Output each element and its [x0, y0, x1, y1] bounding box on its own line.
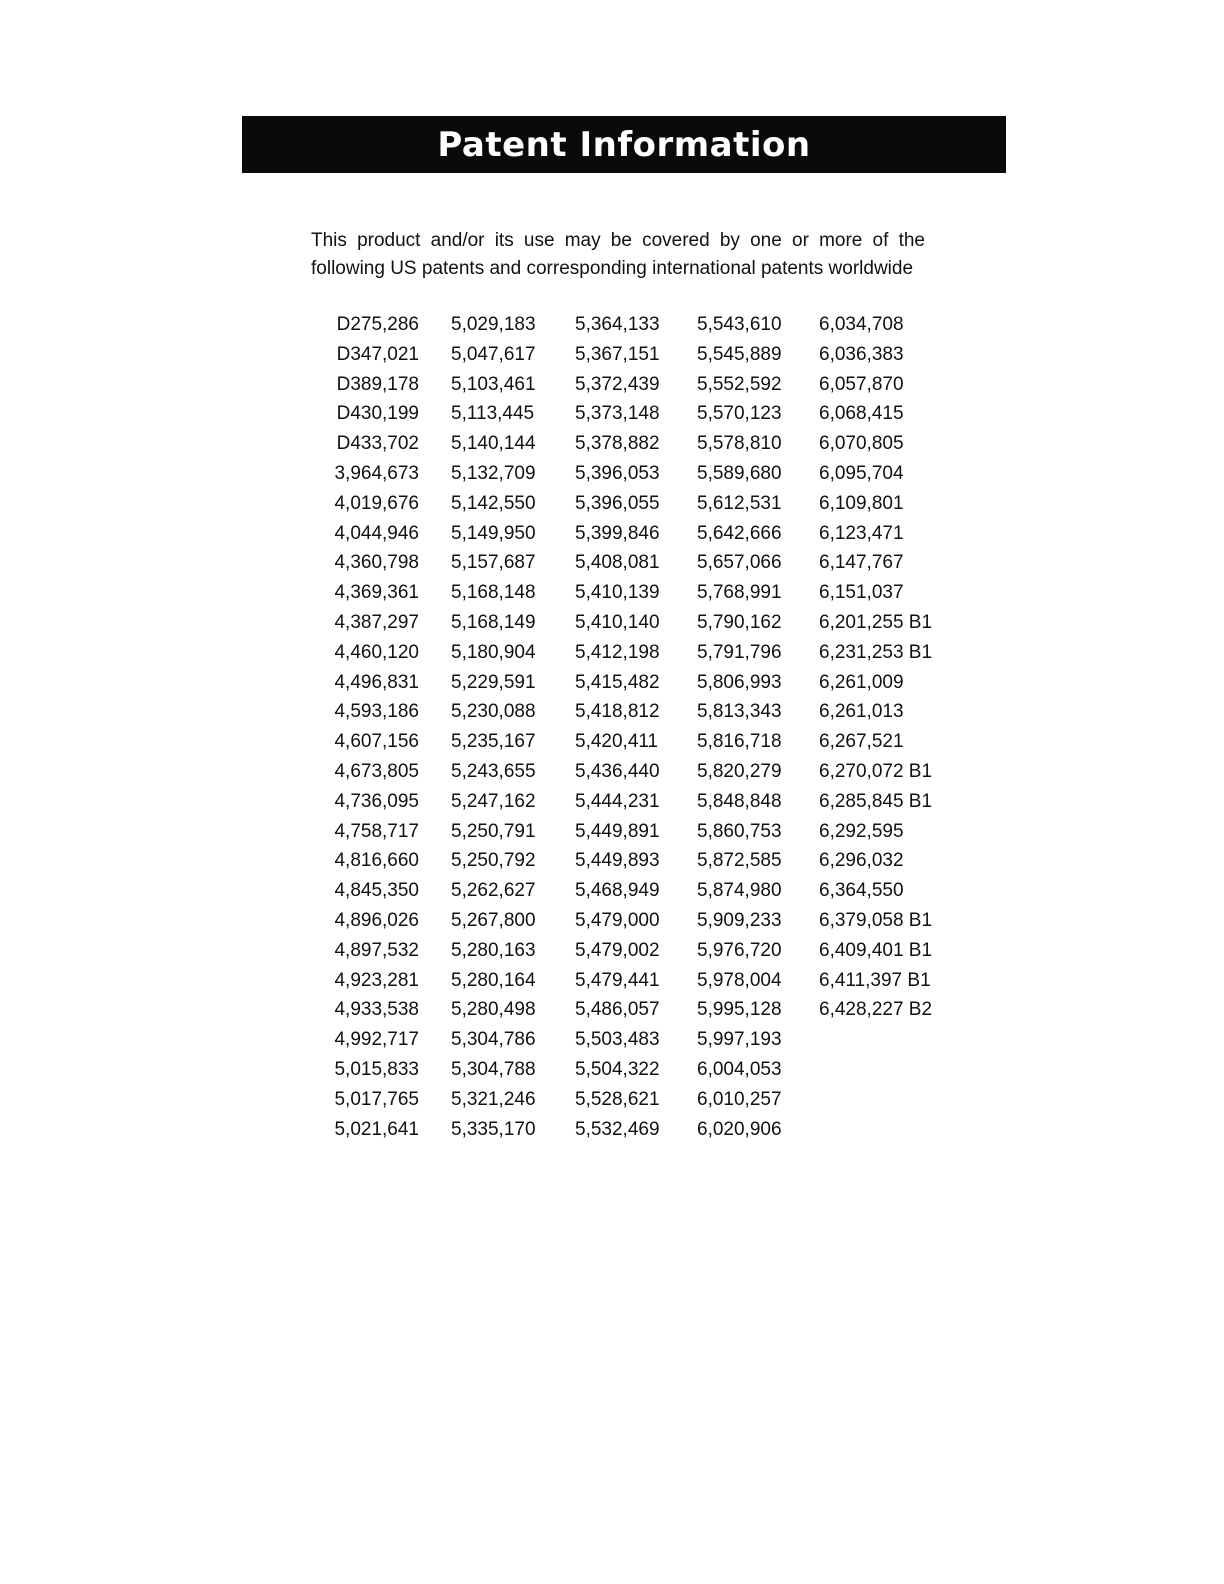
patent-number: 6,379,058 B1	[819, 909, 933, 931]
patent-number: 4,933,538	[334, 999, 419, 1021]
patent-number: 5,304,786	[451, 1029, 536, 1051]
patent-number: 5,132,709	[451, 462, 536, 484]
patent-number: 6,070,805	[819, 433, 904, 455]
patent-column	[435, 310, 559, 1144]
patent-number: 5,806,993	[697, 671, 782, 693]
patent-number: 5,410,139	[575, 582, 660, 604]
patent-number: 4,607,156	[334, 731, 419, 753]
patent-number: 6,285,845 B1	[819, 790, 933, 812]
patent-number: 5,543,610	[697, 314, 782, 335]
patent-number: 5,140,144	[451, 433, 536, 455]
patent-number: 5,578,810	[697, 433, 782, 455]
patent-number: 5,280,498	[451, 999, 536, 1021]
patent-number: 5,280,164	[451, 969, 536, 991]
patent-number: 5,372,439	[575, 373, 660, 395]
patent-number: 5,503,483	[575, 1029, 660, 1051]
patent-number: 5,909,233	[697, 909, 782, 931]
patent-number: 5,235,167	[451, 731, 536, 753]
patent-number: 5,267,800	[451, 909, 536, 931]
patent-number: 4,897,532	[334, 939, 419, 961]
patent-number: 5,250,791	[451, 820, 536, 842]
patent-number: D430,199	[336, 403, 419, 425]
patent-number: 6,123,471	[819, 522, 904, 544]
patent-number: 6,057,870	[819, 373, 904, 395]
patent-number: 5,545,889	[697, 343, 782, 365]
patent-number: 5,874,980	[697, 880, 782, 902]
patent-number: 6,261,009	[819, 671, 904, 693]
patent-number: 5,408,081	[575, 552, 660, 574]
patent-number: 5,367,151	[575, 343, 660, 365]
patent-number: 6,411,397 B1	[819, 969, 931, 991]
patent-column	[311, 310, 435, 1144]
patent-number: 6,231,253 B1	[819, 641, 933, 663]
patent-number: 6,034,708	[819, 314, 904, 335]
patent-number: 5,113,445	[451, 403, 535, 425]
patent-number: 5,280,163	[451, 939, 536, 961]
patent-number: 4,816,660	[334, 850, 419, 872]
patent-number: 4,019,676	[334, 492, 419, 514]
patent-number: 4,360,798	[334, 552, 419, 574]
patent-number: 5,552,592	[697, 373, 782, 395]
patent-number: 3,964,673	[334, 462, 419, 484]
patent-number: 4,496,831	[334, 671, 419, 693]
patent-number: 5,468,949	[575, 880, 660, 902]
patent-number: 6,109,801	[819, 492, 904, 514]
patent-number: 6,296,032	[819, 850, 904, 872]
patent-number: 6,409,401 B1	[819, 939, 933, 961]
patent-number: 5,373,148	[575, 403, 660, 425]
patent-number: 5,396,053	[575, 462, 660, 484]
patent-number: 5,860,753	[697, 820, 782, 842]
patent-number: D433,702	[336, 433, 419, 455]
patent-number: 5,570,123	[697, 403, 782, 425]
patent-number: 5,872,585	[697, 850, 782, 872]
patent-number: 5,017,765	[334, 1088, 419, 1110]
title-bar	[242, 116, 1006, 173]
patent-number: 5,157,687	[451, 552, 536, 574]
patent-number: 5,768,991	[697, 582, 782, 604]
patent-number: 6,068,415	[819, 403, 904, 425]
patent-number: 6,010,257	[697, 1088, 782, 1110]
patent-number: 5,657,066	[697, 552, 782, 574]
patent-number: 4,992,717	[334, 1029, 419, 1051]
patent-number: 5,243,655	[451, 760, 536, 782]
patent-number: 4,460,120	[334, 641, 419, 663]
intro-paragraph: This product and/or its use may be covered by one or more of the following US patents and corresponding international patents worldwide	[311, 230, 925, 279]
patent-number: 5,449,891	[575, 820, 660, 842]
patent-number: 5,813,343	[697, 701, 782, 723]
patent-number: 5,250,792	[451, 850, 536, 872]
patent-number: 6,036,383	[819, 343, 904, 365]
patent-number: 4,845,350	[334, 880, 419, 902]
patent-number: 5,230,088	[451, 701, 536, 723]
patent-number: 4,896,026	[334, 909, 419, 931]
patent-number: 5,180,904	[451, 641, 536, 663]
patent-number: 5,479,002	[575, 939, 660, 961]
patent-number: 5,335,170	[451, 1118, 536, 1140]
patent-number: 5,978,004	[697, 969, 782, 991]
patent-number: 5,612,531	[697, 492, 782, 514]
patent-number: 5,149,950	[451, 522, 536, 544]
patent-number: 5,229,591	[451, 671, 536, 693]
patent-number: 5,444,231	[575, 790, 660, 812]
patent-number: 5,528,621	[575, 1088, 660, 1110]
patent-number: 6,261,013	[819, 701, 904, 723]
patent-number: 4,673,805	[334, 760, 419, 782]
patent-number: D275,286	[336, 314, 419, 335]
patent-number: 5,142,550	[451, 492, 536, 514]
patent-number: 4,758,717	[334, 820, 419, 842]
patent-number: 5,642,666	[697, 522, 782, 544]
patent-number: 5,412,198	[575, 641, 660, 663]
patent-number: 5,262,627	[451, 880, 536, 902]
patent-number: 6,151,037	[819, 582, 904, 604]
patent-number: 6,267,521	[819, 731, 904, 753]
patent-number: 5,304,788	[451, 1058, 536, 1080]
patent-number: 5,168,148	[451, 582, 536, 604]
patent-number: 5,532,469	[575, 1118, 660, 1140]
patent-number: 5,047,617	[451, 343, 536, 365]
patent-number: 6,004,053	[697, 1058, 782, 1080]
patent-number: 5,479,441	[575, 969, 660, 991]
patent-number: 5,848,848	[697, 790, 782, 812]
patent-number: 6,020,906	[697, 1118, 782, 1140]
patent-column	[683, 310, 807, 1144]
patent-number: 5,976,720	[697, 939, 782, 961]
patent-number: 6,270,072 B1	[819, 760, 933, 782]
patent-number: 5,997,193	[697, 1029, 782, 1051]
patent-number: 5,420,411	[575, 731, 659, 753]
patent-number: 5,247,162	[451, 790, 536, 812]
patent-number: 5,021,641	[334, 1118, 419, 1140]
patent-number: 5,589,680	[697, 462, 782, 484]
patent-number: 5,378,882	[575, 433, 660, 455]
patent-number: 5,504,322	[575, 1058, 660, 1080]
patent-number: 5,415,482	[575, 671, 660, 693]
patent-number: 6,095,704	[819, 462, 904, 484]
patent-number: D347,021	[336, 343, 419, 365]
patent-number: 4,593,186	[334, 701, 419, 723]
patent-number: 5,399,846	[575, 522, 660, 544]
patent-number: 5,015,833	[334, 1058, 419, 1080]
patent-number: 5,396,055	[575, 492, 660, 514]
patent-number: 5,410,140	[575, 611, 660, 633]
patent-number: 5,418,812	[575, 701, 660, 723]
patent-number: 5,995,128	[697, 999, 782, 1021]
patent-number: 5,816,718	[697, 731, 782, 753]
patent-number: 5,321,246	[451, 1088, 536, 1110]
patent-list	[311, 310, 951, 1144]
patent-number: 6,428,227 B2	[819, 999, 933, 1021]
patent-number: 5,029,183	[451, 314, 536, 335]
patent-number: 5,791,796	[697, 641, 782, 663]
patent-column	[807, 310, 951, 1144]
page-title: Patent Information	[437, 124, 811, 165]
patent-number: 5,103,461	[451, 373, 536, 395]
patent-number: 6,201,255 B1	[819, 611, 933, 633]
patent-number: 4,736,095	[334, 790, 419, 812]
patent-number: 5,168,149	[451, 611, 536, 633]
patent-number: 5,790,162	[697, 611, 782, 633]
patent-number: 6,292,595	[819, 820, 904, 842]
patent-number: 5,436,440	[575, 760, 660, 782]
patent-number: 5,449,893	[575, 850, 660, 872]
patent-number: 6,364,550	[819, 880, 904, 902]
patent-number: 5,364,133	[575, 314, 660, 335]
patent-number: 4,044,946	[334, 522, 419, 544]
patent-number: 4,387,297	[334, 611, 419, 633]
patent-number: 5,486,057	[575, 999, 660, 1021]
patent-number: 4,369,361	[334, 582, 419, 604]
patent-number: D389,178	[336, 373, 419, 395]
patent-number: 6,147,767	[819, 552, 904, 574]
patent-number: 4,923,281	[334, 969, 419, 991]
patent-number: 5,479,000	[575, 909, 660, 931]
patent-column	[559, 310, 683, 1144]
patent-number: 5,820,279	[697, 760, 782, 782]
